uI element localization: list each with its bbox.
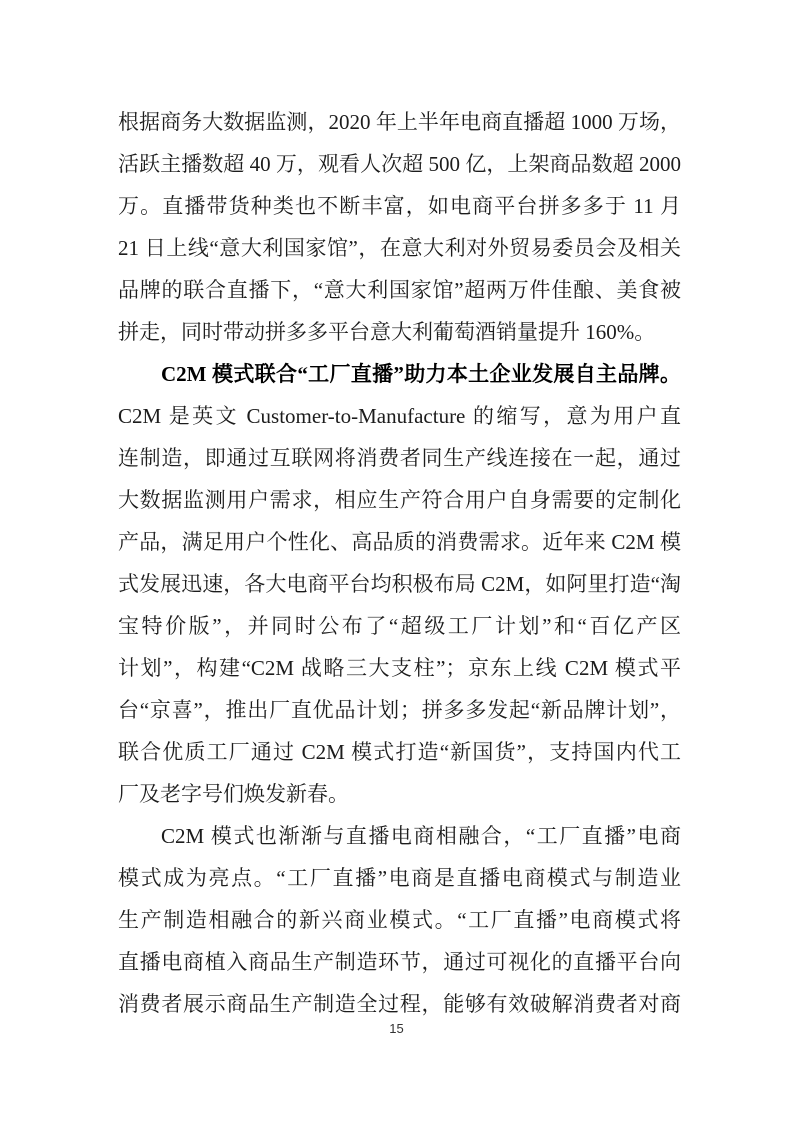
text-line: 21 日上线“意大利国家馆”，在意大利对外贸易委员会及相关 <box>118 236 681 260</box>
text-line: 台“京喜”，推出厂直优品计划；拼多多发起“新品牌计划”， <box>118 698 681 722</box>
text-line: 消费者展示商品生产制造全过程，能够有效破解消费者对商 <box>118 992 681 1016</box>
text-line: 大数据监测用户需求，相应生产符合用户自身需要的定制化 <box>118 488 681 512</box>
text-line: 根据商务大数据监测，2020 年上半年电商直播超 1000 万场， <box>118 110 681 134</box>
paragraph-livestream-stats <box>118 101 681 353</box>
text-line: 式发展迅速，各大电商平台均积极布局 C2M，如阿里打造“淘 <box>118 572 681 596</box>
document-body <box>118 101 681 1025</box>
text-line: 模式成为亮点。“工厂直播”电商是直播电商模式与制造业 <box>118 866 681 890</box>
text-line: 产品，满足用户个性化、高品质的消费需求。近年来 C2M 模 <box>118 530 681 554</box>
page-number: 15 <box>389 1021 404 1036</box>
text-line: 厂及老字号们焕发新春。 <box>118 782 349 806</box>
paragraph-factory-livestream <box>118 815 681 1025</box>
text-line: 品牌的联合直播下，“意大利国家馆”超两万件佳酿、美食被 <box>118 278 681 302</box>
heading-line: C2M 模式联合“工厂直播”助力本土企业发展自主品牌。 <box>161 362 681 386</box>
text-line: 宝特价版”，并同时公布了“超级工厂计划”和“百亿产区 <box>118 614 681 638</box>
text-line: C2M 模式也渐渐与直播电商相融合，“工厂直播”电商 <box>161 824 681 848</box>
text-line: C2M 是英文 Customer-to-Manufacture 的缩写，意为用户直 <box>118 404 681 428</box>
text-line: 万。直播带货种类也不断丰富，如电商平台拼多多于 11 月 <box>118 194 681 218</box>
text-line: 计划”，构建“C2M 战略三大支柱”；京东上线 C2M 模式平 <box>118 656 681 680</box>
page-footer <box>0 1020 793 1038</box>
text-line: 活跃主播数超 40 万，观看人次超 500 亿，上架商品数超 2000 <box>118 152 681 176</box>
paragraph-c2m-intro <box>118 353 681 815</box>
text-line: 生产制造相融合的新兴商业模式。“工厂直播”电商模式将 <box>118 908 681 932</box>
text-line: 拼走，同时带动拼多多平台意大利葡萄酒销量提升 160%。 <box>118 320 656 344</box>
text-line: 联合优质工厂通过 C2M 模式打造“新国货”，支持国内代工 <box>118 740 681 764</box>
text-line: 直播电商植入商品生产制造环节，通过可视化的直播平台向 <box>118 950 681 974</box>
text-line: 连制造，即通过互联网将消费者同生产线连接在一起，通过 <box>118 446 681 470</box>
